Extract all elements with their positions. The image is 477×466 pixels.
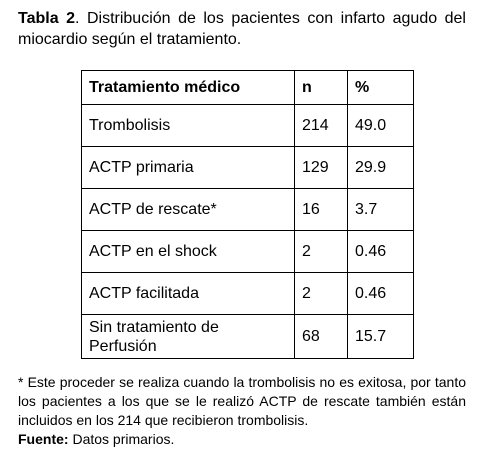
source-label: Fuente: xyxy=(18,431,69,447)
footnote-source xyxy=(18,430,466,449)
table-title: . Distribución de los pacientes con infarto agudo del miocardio según el tratamiento. xyxy=(18,10,466,48)
table-footnote xyxy=(18,373,466,449)
header-treatment: Tratamiento médico xyxy=(82,71,295,105)
table-number: Tabla 2 xyxy=(18,10,76,27)
header-percent: % xyxy=(348,71,414,105)
cell-treatment: Trombolisis xyxy=(82,105,295,147)
cell-n: 129 xyxy=(295,147,348,189)
table-row xyxy=(82,315,414,359)
cell-percent: 49.0 xyxy=(348,105,414,147)
table-row xyxy=(82,189,414,231)
treatment-table xyxy=(81,70,414,359)
table-row xyxy=(82,273,414,315)
cell-percent: 0.46 xyxy=(348,231,414,273)
cell-n: 68 xyxy=(295,315,348,359)
table-caption xyxy=(18,8,466,50)
table-header-row xyxy=(82,71,414,105)
cell-n: 214 xyxy=(295,105,348,147)
cell-n: 16 xyxy=(295,189,348,231)
cell-treatment: ACTP facilitada xyxy=(82,273,295,315)
cell-percent: 3.7 xyxy=(348,189,414,231)
cell-treatment: ACTP primaria xyxy=(82,147,295,189)
header-n: n xyxy=(295,71,348,105)
cell-treatment: Sin tratamiento de Perfusión xyxy=(82,315,295,359)
cell-percent: 0.46 xyxy=(348,273,414,315)
cell-n: 2 xyxy=(295,231,348,273)
cell-percent: 29.9 xyxy=(348,147,414,189)
cell-n: 2 xyxy=(295,273,348,315)
table-row xyxy=(82,231,414,273)
table-row xyxy=(82,105,414,147)
table-row xyxy=(82,147,414,189)
footnote-note: * Este proceder se realiza cuando la trombolisis no es exitosa, por tanto los pacientes a los que se le realizó ACTP de rescate también están incluidos en los 214 que recibieron trombolisis. xyxy=(18,374,466,428)
cell-treatment: ACTP de rescate* xyxy=(82,189,295,231)
source-text: Datos primarios. xyxy=(68,431,175,447)
cell-treatment: ACTP en el shock xyxy=(82,231,295,273)
cell-percent: 15.7 xyxy=(348,315,414,359)
